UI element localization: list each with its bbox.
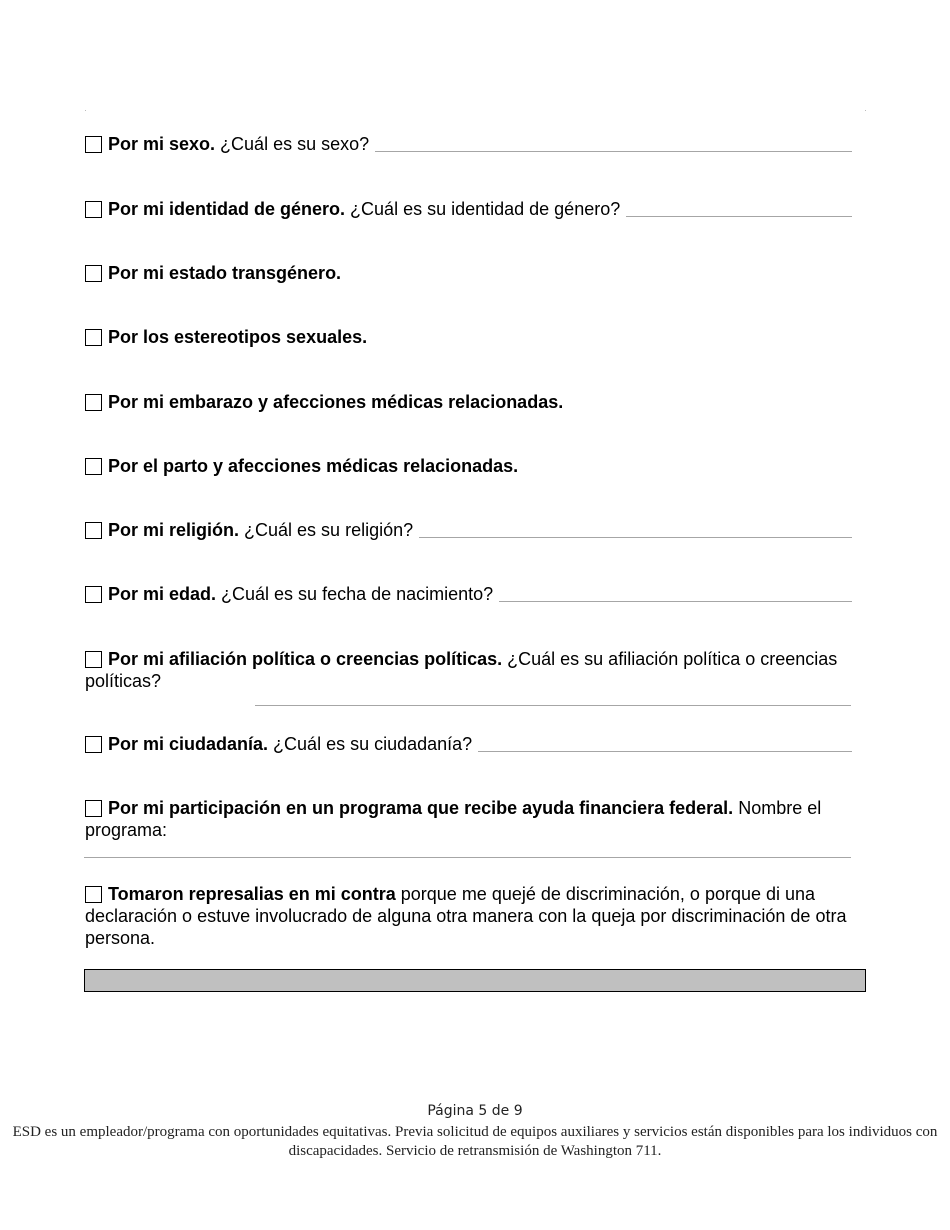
- section-divider-bar: [84, 969, 866, 992]
- option-question: ¿Cuál es su afiliación política o creencias políticas?: [85, 649, 838, 691]
- option-transgender: [85, 262, 852, 284]
- option-label: Por mi afiliación política o creencias políticas.: [108, 649, 503, 669]
- option-label: Por mi sexo.: [108, 134, 216, 154]
- gender-identity-answer-field[interactable]: [626, 215, 852, 217]
- corner-mark: [865, 110, 866, 111]
- checkbox-political-affiliation[interactable]: [85, 651, 102, 668]
- option-religion: [85, 519, 852, 541]
- option-label: Por mi identidad de género.: [108, 199, 346, 219]
- option-question: ¿Cuál es su fecha de nacimiento?: [216, 584, 494, 604]
- option-gender-identity: [85, 198, 852, 220]
- option-label: Por mi embarazo y afecciones médicas relacionadas.: [108, 392, 564, 412]
- option-retaliation: [85, 883, 852, 949]
- option-label: Por el parto y afecciones médicas relacionadas.: [108, 456, 519, 476]
- option-label: Por mi participación en un programa que recibe ayuda financiera federal.: [108, 798, 734, 818]
- checkbox-transgender[interactable]: [85, 265, 102, 282]
- religion-answer-field[interactable]: [419, 536, 852, 538]
- checkbox-gender-identity[interactable]: [85, 201, 102, 218]
- option-citizenship: [85, 733, 852, 755]
- option-label: Tomaron represalias en mi contra: [108, 884, 396, 904]
- option-label: Por mi estado transgénero.: [108, 263, 342, 283]
- option-childbirth: [85, 455, 852, 477]
- option-age: [85, 583, 852, 605]
- option-federal-program: [85, 797, 852, 841]
- checkbox-sex[interactable]: [85, 136, 102, 153]
- option-pregnancy: [85, 391, 852, 413]
- page-number: Página 5 de 9: [427, 1103, 523, 1119]
- option-question: ¿Cuál es su religión?: [239, 520, 414, 540]
- option-label: Por los estereotipos sexuales.: [108, 327, 368, 347]
- checkbox-pregnancy[interactable]: [85, 394, 102, 411]
- option-label: Por mi edad.: [108, 584, 217, 604]
- checkbox-religion[interactable]: [85, 522, 102, 539]
- option-sex-stereotypes: [85, 326, 852, 348]
- checkbox-federal-program[interactable]: [85, 800, 102, 817]
- option-question: porque me quejé de discriminación, o porque di una declaración o estuve involucrado de alguna otra manera con la queja por discriminación de otra persona.: [85, 884, 847, 948]
- option-label: Por mi ciudadanía.: [108, 734, 269, 754]
- checkbox-age[interactable]: [85, 586, 102, 603]
- corner-mark: [85, 110, 86, 111]
- option-sex: [85, 133, 852, 155]
- checkbox-retaliation[interactable]: [85, 886, 102, 903]
- checkbox-citizenship[interactable]: [85, 736, 102, 753]
- option-question: Nombre el programa:: [85, 798, 822, 840]
- sex-answer-field[interactable]: [375, 150, 852, 152]
- program-name-answer-field[interactable]: [84, 857, 851, 858]
- option-label: Por mi religión.: [108, 520, 240, 540]
- option-question: ¿Cuál es su sexo?: [215, 134, 370, 154]
- political-affiliation-answer-field[interactable]: [255, 705, 851, 706]
- footer-notice: ESD es un empleador/programa con oportunidades equitativas. Previa solicitud de equipos auxiliares y servicios están disponibles para los individuos con discapacidades. Servicio de retransmisión de Washington 711.: [12, 1124, 938, 1159]
- option-political-affiliation: [85, 648, 852, 692]
- checkbox-sex-stereotypes[interactable]: [85, 329, 102, 346]
- checkbox-childbirth[interactable]: [85, 458, 102, 475]
- option-question: ¿Cuál es su identidad de género?: [345, 199, 621, 219]
- birthdate-answer-field[interactable]: [499, 600, 852, 602]
- option-question: ¿Cuál es su ciudadanía?: [268, 734, 473, 754]
- citizenship-answer-field[interactable]: [478, 750, 852, 752]
